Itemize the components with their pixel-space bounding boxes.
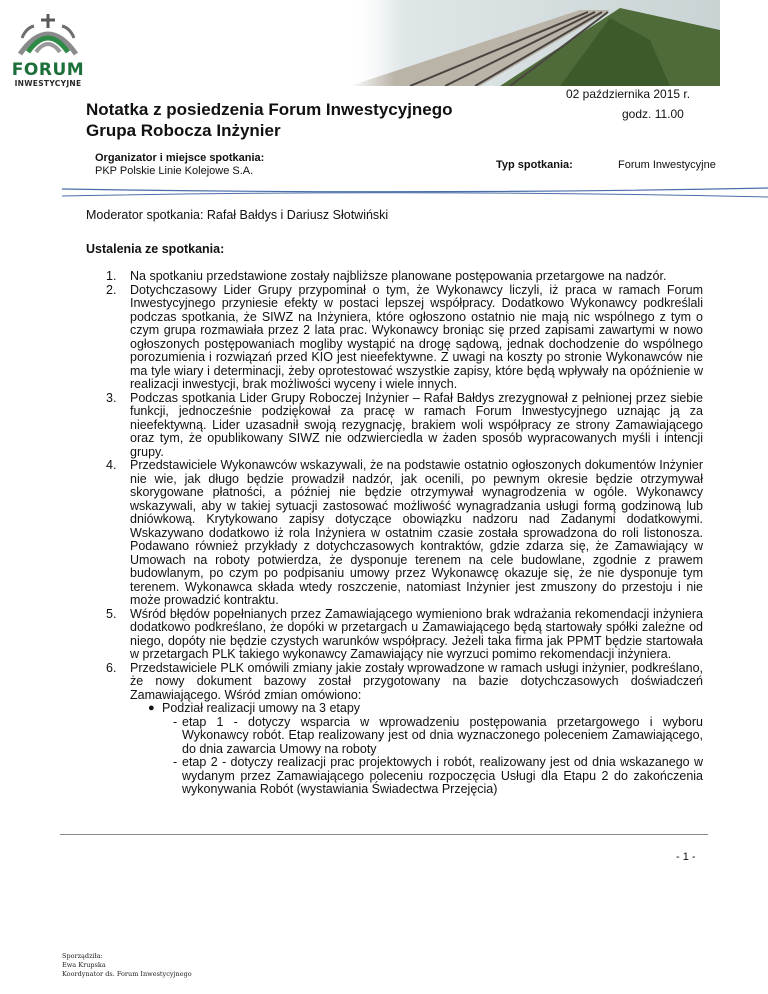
bullet-item: [148, 701, 703, 797]
meeting-type-value: Forum Inwestycyjne: [618, 159, 716, 171]
item-number: 6.: [106, 660, 117, 675]
list-item: [106, 269, 703, 284]
meeting-date: 02 października 2015 r.: [566, 87, 691, 101]
title-line-2: Grupa Robocza Inżynier: [86, 121, 281, 140]
list-item: [106, 660, 703, 797]
item-text: Przedstawiciele PLK omówili zmiany jakie zostały wprowadzone w ramach usługi inżynier, podkreślano, że nowy dokument bazowy został przygotowany na bazie dotychczasowych doświadczeń Zamawiającego. Wśród zmian omówiono:: [130, 660, 703, 702]
list-item: [106, 606, 703, 662]
bullet-icon: ●: [148, 702, 155, 714]
dash-icon: -: [173, 755, 178, 769]
list-item: [106, 282, 703, 392]
item-text: Na spotkaniu przedstawione zostały najbliższe planowane postępowania przetargowe na nadzór.: [130, 269, 667, 283]
moderator-line: Moderator spotkania: Rafał Bałdys i Dariusz Słotwiński: [86, 208, 389, 222]
item-text: Przedstawiciele Wykonawców wskazywali, że na podstawie ostatnio ogłoszonych dokumentów Inżynier nie wie, jak długo będzie prowadził nadzór, jak ocenili, po pewnym okresie będzie otrzymywał skorygowane płatności, a później nie będzie otrzymywał wynagrodzenia w ogóle. Wykonawcy wskazywali, aby w takiej sytuacji zastosować możliwość wynagradzania usługi formą godzinową lub dniówkową. Krytykowano zapisy dotyczące obowiązku nadzoru nad Zadanymi dodatkowymi. Wskazywano dodatkowo iż rola Inżyniera w ostatnim czasie została sprowadzona do roli listonosza. Podawano również przykłady z dotychczasowych kontraktów, gdzie zdarza się, że Zamawiający w Umowach na roboty potwierdza, że dysponuje terenem na cele budowlane, zgodnie z prawem budowlanym, po czym po podpisaniu umowy przez Wykonawcę okazuje się, że nie dysponuje tym terenem. Wykonawca składa wtedy roszczenie, natomiast Inżynier jest zmuszony do przestoju i nie może prowadzić kontraktu.: [130, 458, 703, 607]
footer-role: Koordynator ds. Forum Inwestycyjnego: [62, 970, 192, 978]
logo-subtitle: INWESTYCYJNE: [14, 79, 82, 88]
item-text: Dotychczasowy Lider Grupy przypominał o tym, że Wykonawcy liczyli, iż praca w ramach Forum Inwestycyjnego przyniesie efekty w postaci lepszej współpracy. Dodatkowo Wykonawcy podkreślali podczas spotkania, że SIWZ na Inżyniera, które ogłoszono ostatnio nie mają nic wspólnego z tym o czym grupa rozmawiała przez 2 lata prac. Wykonawcy broniąc się przed zapisami zawartymi w nowo ogłoszonych postępowaniach mogliby wystąpić na drogę sądową, jednak dochodzenie do wspólnego porozumienia i rozwiązań przed KIO jest nieefektywne. Z uwagi na koszty po stronie Wykonawców nie ma tyle wiary i determinacji, żeby oprotestować wszystkie zapisy, które będą wpływały na opóźnienie w realizacji inwestycji, brak możliwości wyceny i wiele innych.: [130, 282, 703, 391]
meeting-time: godz. 11.00: [622, 107, 684, 121]
footer-divider: [60, 834, 708, 835]
meeting-type-label: Typ spotkania:: [496, 159, 573, 171]
item-number: 1.: [106, 269, 117, 283]
bullet-text: Podział realizacji umowy na 3 etapy: [162, 701, 361, 715]
document-title: [86, 99, 453, 141]
item-number: 4.: [106, 458, 117, 472]
item-number: 3.: [106, 390, 117, 405]
findings-list: [106, 269, 703, 797]
header-divider: [62, 185, 768, 199]
forum-logo: [8, 8, 88, 92]
footer-author: Ewa Krupska: [62, 961, 106, 969]
organizer-label: Organizator i miejsce spotkania:: [95, 152, 265, 164]
sub-item-text: etap 1 - dotyczy wsparcia w wprowadzeniu postępowania przetargowego i wyboru Wykonawcy robót. Etap realizowany jest od dnia wyznaczonego poleceniem Zamawiającego, do dnia zawarcia Umowy na roboty: [182, 714, 703, 756]
section-heading: Ustalenia ze spotkania:: [86, 242, 225, 256]
list-item: [106, 390, 703, 460]
sub-item-text: etap 2 - dotyczy realizacji prac projektowych i robót, realizowany jest od dnia wskazanego w wydanym przez Zamawiającego poleceniu rozpoczęcia Usługi dla Etapu 2 do zakończenia wykonywania Robót (wystawiania Świadectwa Przejęcia): [182, 755, 703, 796]
footer-prepared-label: Sporządziła:: [62, 952, 103, 960]
item-number: 2.: [106, 282, 117, 297]
item-text: Wśród błędów popełnianych przez Zamawiającego wymieniono brak wdrażania rekomendacji inżyniera dodatkowo podkreślano, że dopóki w przetargach u Zamawiającego będą startowały spółki zależne od niego, dopóty nie będzie czystych warunków współpracy. Jeżeli taka firma jak PPMT będzie startowała w przetargach PLK takiego wykonawcy Zamawiający nie wyrzuci pomimo rekomendacji inżyniera.: [130, 606, 703, 661]
title-line-1: Notatka z posiedzenia Forum Inwestycyjnego: [86, 100, 453, 119]
item-number: 5.: [106, 606, 117, 621]
railway-photo: [350, 0, 720, 86]
sub-item: [173, 714, 703, 757]
sub-item: [173, 755, 703, 797]
list-item: [106, 458, 703, 608]
forum-logo-graphic: [8, 8, 88, 60]
item-text: Podczas spotkania Lider Grupy Roboczej Inżynier – Rafał Bałdys zrezygnował z pełnionej przez siebie funkcji, jednocześnie podziękował za pracę w ramach Forum Inwestycyjnego uznając ją za nieefektywną. Lider uzasadnił swoją rezygnację, brakiem woli współpracy ze strony Zamawiającego oraz tym, że opublikowany SIWZ nie odzwierciedla w żaden sposób wypracowanych myśli i intencji grupy.: [130, 390, 703, 459]
dash-icon: -: [173, 714, 178, 729]
page-number: - 1 -: [676, 851, 696, 863]
logo-word: FORUM: [11, 60, 85, 80]
organizer-value: PKP Polskie Linie Kolejowe S.A.: [95, 165, 254, 177]
sub-list: [173, 714, 703, 797]
